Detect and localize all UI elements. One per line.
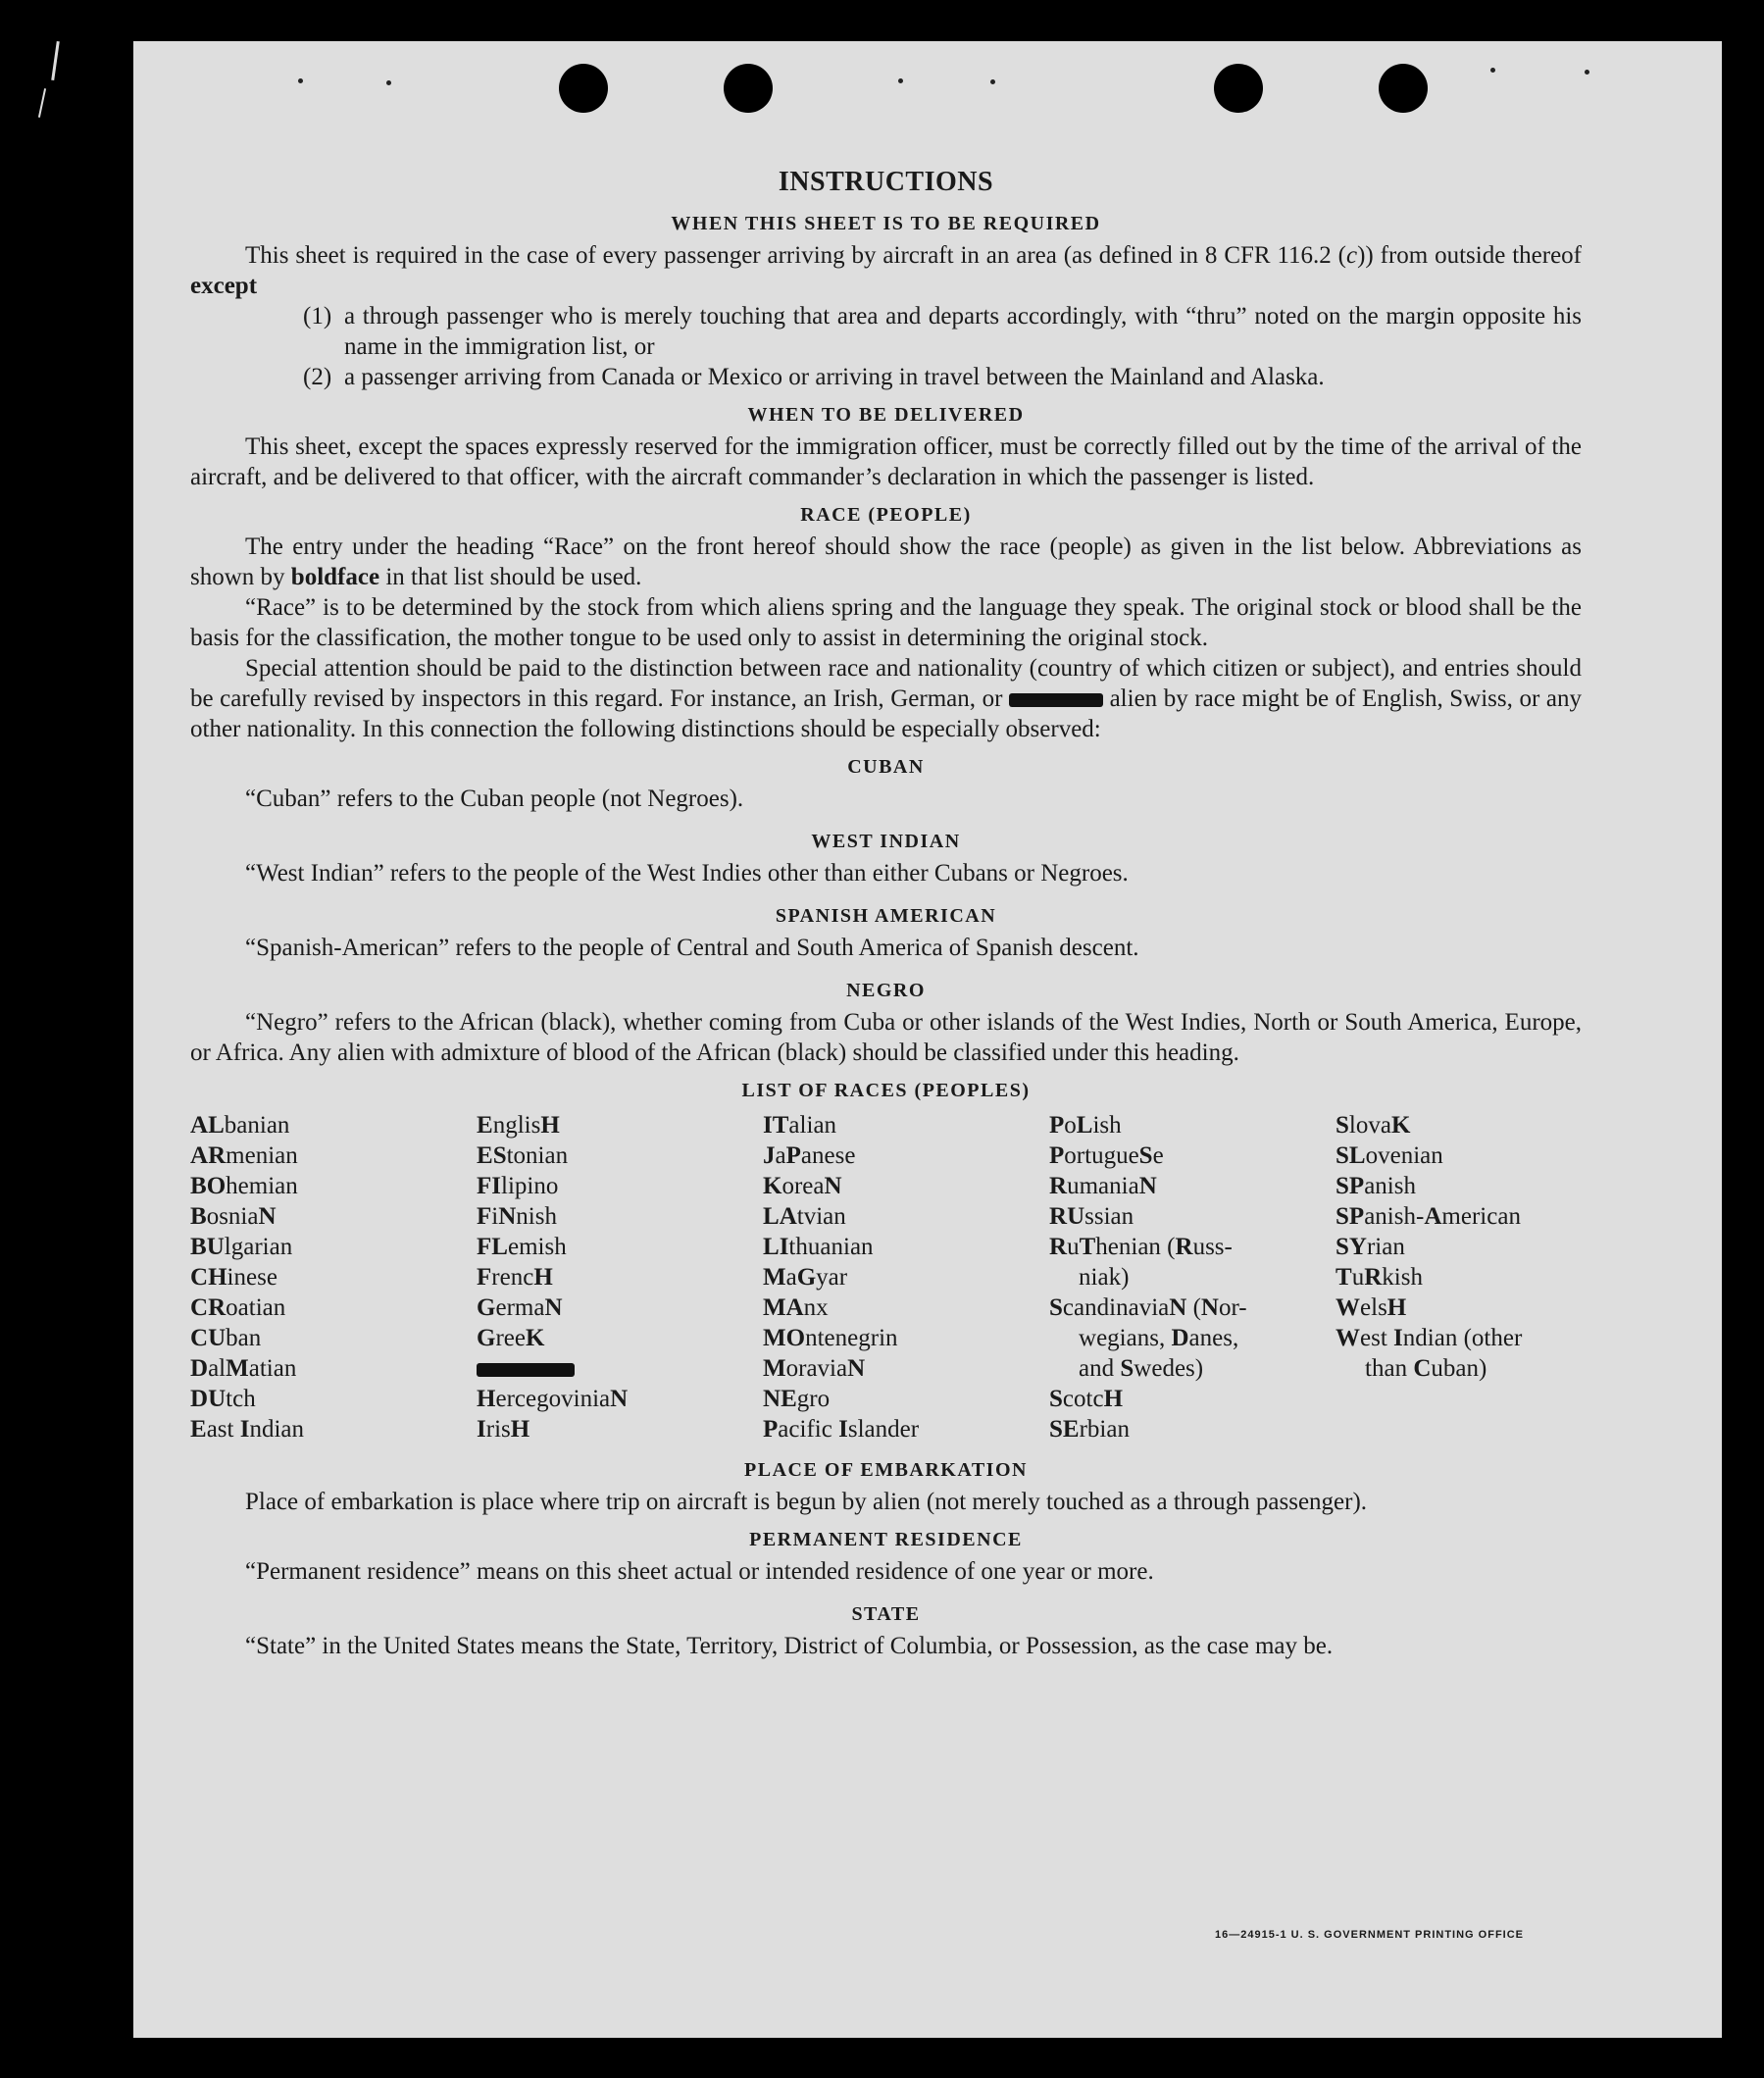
race-item: SLovenian [1336,1142,1443,1169]
race-item: GermaN [477,1294,563,1321]
punch-hole [1214,64,1263,113]
race-item: and Swedes) [1079,1355,1204,1382]
race-item: FLemish [477,1234,567,1260]
race-item: CRoatian [190,1294,286,1321]
paragraph: “State” in the United States means the State, Territory, District of Columbia, or Possession, as the case may be. [245,1633,1334,1659]
race-item: KoreaN [763,1173,842,1199]
race-item: CUban [190,1325,262,1351]
document-body [190,164,1582,1661]
race-item: HercegoviniaN [477,1386,629,1412]
race-item: IrisH [477,1416,530,1443]
race-item: MOntenegrin [763,1325,898,1351]
race-item: NEgro [763,1386,831,1412]
race-item: DalMatian [190,1355,297,1382]
race-item: CHinese [190,1264,277,1291]
section-heading: NEGRO [846,980,926,1001]
speck [386,80,391,85]
race-item: TuRkish [1336,1264,1423,1291]
paragraph: “Negro” refers to the African (black), whether coming from Cuba or other islands of the West Indies, North or South America, Europe, or Africa. Any alien with admixture of blood of the African (black) should be classified under this heading. [190,1009,1582,1066]
race-item: BOhemian [190,1173,298,1199]
race-item: Pacific Islander [763,1416,920,1443]
paragraph: “Race” is to be determined by the stock from which aliens spring and the language they speak. The original stock or blood shall be the basis for the classification, the mother tongue to be used only to assist in determining the original stock. [190,594,1582,651]
race-item: East Indian [190,1416,305,1443]
race-item: ScandinaviaN (Nor- [1049,1294,1247,1321]
race-column [1049,1110,1336,1444]
race-item: LAtvian [763,1203,846,1230]
race-item: DUtch [190,1386,256,1412]
section-heading: RACE (PEOPLE) [800,504,972,526]
race-item: MAnx [763,1294,829,1321]
paragraph: The entry under the heading “Race” on the front hereof should show the race (people) as given in the list below. Abbreviations as shown by boldface in that list should be used. [190,533,1582,590]
paragraph: “Cuban” refers to the Cuban people (not Negroes). [245,786,744,812]
race-item: WelsH [1336,1294,1407,1321]
paragraph: This sheet is required in the case of every passenger arriving by aircraft in an area (as defined in 8 CFR 116.2 (c)) from outside thereof except [190,242,1582,299]
race-item: niak) [1079,1264,1130,1291]
race-column [477,1110,763,1444]
race-item: ITalian [763,1112,837,1139]
race-item: RumaniaN [1049,1173,1157,1199]
margin-mark [38,88,46,118]
race-item: RUssian [1049,1203,1134,1230]
race-item [477,1353,763,1384]
margin-mark [51,41,60,80]
speck [1490,68,1495,73]
punch-hole [724,64,773,113]
race-item: GreeK [477,1325,545,1351]
paragraph: “West Indian” refers to the people of the West Indies other than either Cubans or Negroes. [245,860,1129,887]
race-item: ScotcH [1049,1386,1124,1412]
speck [990,79,995,84]
race-item: BUlgarian [190,1234,293,1260]
redaction-mark [1009,693,1103,707]
speck [1585,70,1589,75]
race-item: JaPanese [763,1142,856,1169]
speck [298,78,303,83]
race-item: SYrian [1336,1234,1405,1260]
paragraph: “Permanent residence” means on this sheet actual or intended residence of one year or more. [245,1558,1154,1585]
race-item: West Indian (other [1336,1325,1523,1351]
race-item: EStonian [477,1142,569,1169]
race-item: BosniaN [190,1203,277,1230]
race-item: FIlipino [477,1173,559,1199]
section-heading: WHEN THIS SHEET IS TO BE REQUIRED [671,213,1101,234]
race-item: RuThenian (Russ- [1049,1234,1233,1260]
speck [898,78,903,83]
race-item: PortugueSe [1049,1142,1164,1169]
section-heading: WHEN TO BE DELIVERED [747,404,1025,426]
punch-hole [1379,64,1428,113]
list-item: (1) a through passenger who is merely touching that area and departs accordingly, with “thru” noted on the margin opposite his name in the immigration list, or [303,303,1582,360]
race-item: than Cuban) [1365,1355,1487,1382]
race-item: SPanish [1336,1173,1416,1199]
race-item: FrencH [477,1264,553,1291]
paragraph: This sheet, except the spaces expressly reserved for the immigration officer, must be correctly filled out by the time of the arrival of the aircraft, and be delivered to that officer, with the aircraft commander’s declaration in which the passenger is listed. [190,433,1582,490]
section-heading: PERMANENT RESIDENCE [749,1529,1023,1550]
race-item: EnglisH [477,1112,560,1139]
race-item: FiNnish [477,1203,557,1230]
paragraph: Special attention should be paid to the distinction between race and nationality (country of which citizen or subject), and entries should be carefully revised by inspectors in this regard. For instance, an Irish, German, or alien by race might be of English, Swiss, or any other nationality. In this connection the following distinctions should be especially observed: [190,655,1582,742]
section-heading: PLACE OF EMBARKATION [744,1459,1028,1481]
section-heading: SPANISH AMERICAN [775,905,997,927]
paragraph: Place of embarkation is place where trip on aircraft is begun by alien (not merely touched as a through passenger). [245,1489,1368,1515]
redaction-mark [477,1363,575,1377]
race-item: PoLish [1049,1112,1122,1139]
list-item: (2) a passenger arriving from Canada or Mexico or arriving in travel between the Mainland and Alaska. [303,364,1325,390]
race-item: wegians, Danes, [1079,1325,1239,1351]
race-item: MoraviaN [763,1355,866,1382]
section-heading: WEST INDIAN [811,831,961,852]
race-item: SErbian [1049,1416,1130,1443]
section-heading: LIST OF RACES (PEOPLES) [741,1080,1031,1101]
print-code: 16—24915-1 U. S. GOVERNMENT PRINTING OFFICE [1215,1929,1525,1941]
race-column [763,1110,1049,1444]
page-title: INSTRUCTIONS [778,167,994,197]
race-item: LIthuanian [763,1234,874,1260]
race-item: ARmenian [190,1142,298,1169]
race-item: SPanish-American [1336,1203,1521,1230]
section-heading: STATE [851,1603,921,1625]
race-item: SlovaK [1336,1112,1411,1139]
punch-hole [559,64,608,113]
race-column [1336,1110,1590,1444]
race-column [190,1110,477,1444]
race-item: MaGyar [763,1264,848,1291]
paragraph: “Spanish-American” refers to the people of Central and South America of Spanish descent. [245,935,1139,961]
section-heading: CUBAN [847,756,925,778]
race-list [190,1110,1582,1444]
race-item: ALbanian [190,1112,290,1139]
document-page [133,41,1722,2038]
